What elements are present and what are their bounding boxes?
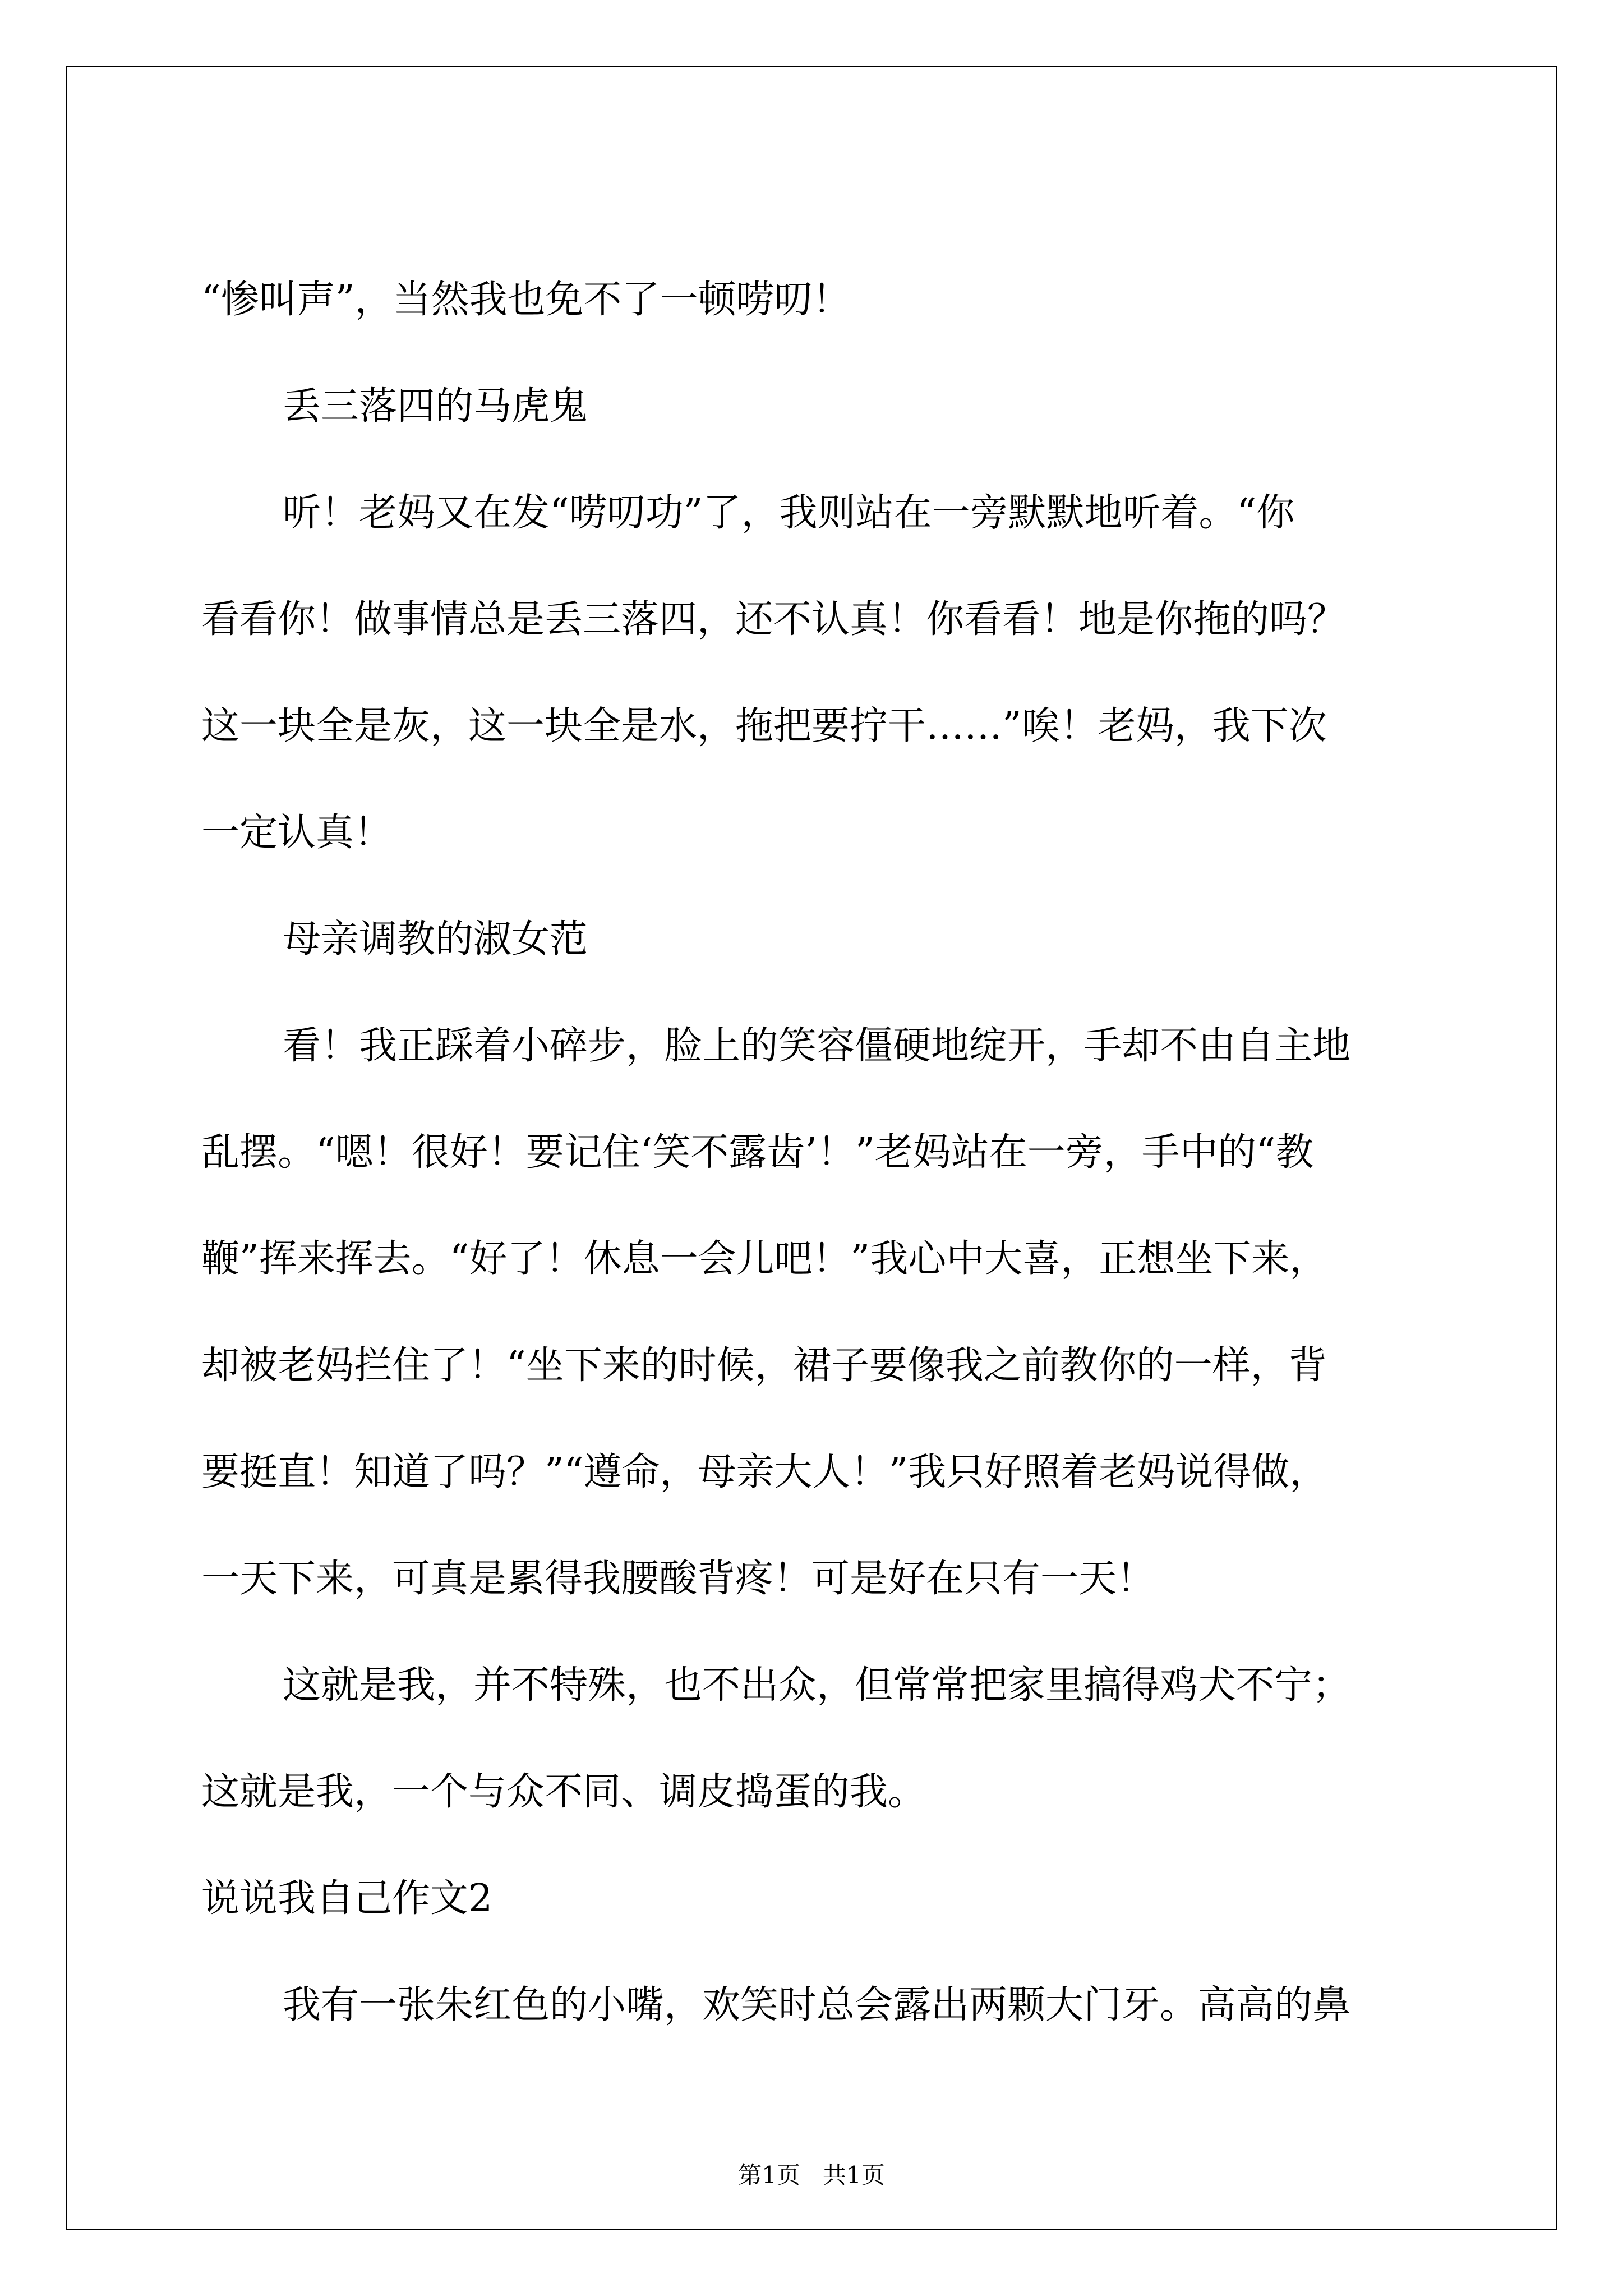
text-line: 一天下来，可真是累得我腰酸背疼！可是好在只有一天！ — [201, 1557, 1155, 1601]
page-number: 第1页 — [738, 2161, 800, 2189]
text-line: 听！老妈又在发“唠叨功”了，我则站在一旁默默地听着。“你 — [283, 491, 1295, 535]
page-footer — [67, 2159, 1556, 2192]
text-line: 乱摆。“嗯！很好！要记住‘笑不露齿’！”老妈站在一旁，手中的“教 — [201, 1130, 1314, 1175]
text-line: 这就是我，并不特殊，也不出众，但常常把家里搞得鸡犬不宁； — [283, 1663, 1351, 1708]
section-heading: 丢三落四的马虎鬼 — [283, 384, 588, 429]
text-line: 一定认真！ — [201, 811, 393, 855]
section-heading: 母亲调教的淑女范 — [283, 917, 588, 961]
page-total: 共1页 — [823, 2161, 885, 2189]
text-line: 这一块全是灰，这一块全是水，拖把要拧干……”唉！老妈，我下次 — [201, 704, 1327, 748]
page-frame — [66, 66, 1557, 2230]
text-line: 我有一张朱红色的小嘴，欢笑时总会露出两颗大门牙。高高的鼻 — [283, 1983, 1351, 2027]
section-title: 说说我自己作文2 — [201, 1876, 493, 1921]
text-line: 鞭”挥来挥去。“好了！休息一会儿吧！”我心中大喜，正想坐下来， — [201, 1237, 1328, 1281]
text-line: 却被老妈拦住了！“坐下来的时候，裙子要像我之前教你的一样，背 — [201, 1343, 1327, 1388]
text-line: 这就是我，一个与众不同、调皮捣蛋的我。 — [201, 1770, 926, 1814]
text-line: 要挺直！知道了吗？”“遵命，母亲大人！”我只好照着老妈说得做， — [201, 1450, 1328, 1494]
text-line: 看！我正踩着小碎步，脸上的笑容僵硬地绽开，手却不由自主地 — [283, 1024, 1351, 1068]
text-line: “惨叫声”，当然我也免不了一顿唠叨！ — [201, 278, 851, 322]
text-line: 看看你！做事情总是丢三落四，还不认真！你看看！地是你拖的吗？ — [201, 597, 1346, 642]
